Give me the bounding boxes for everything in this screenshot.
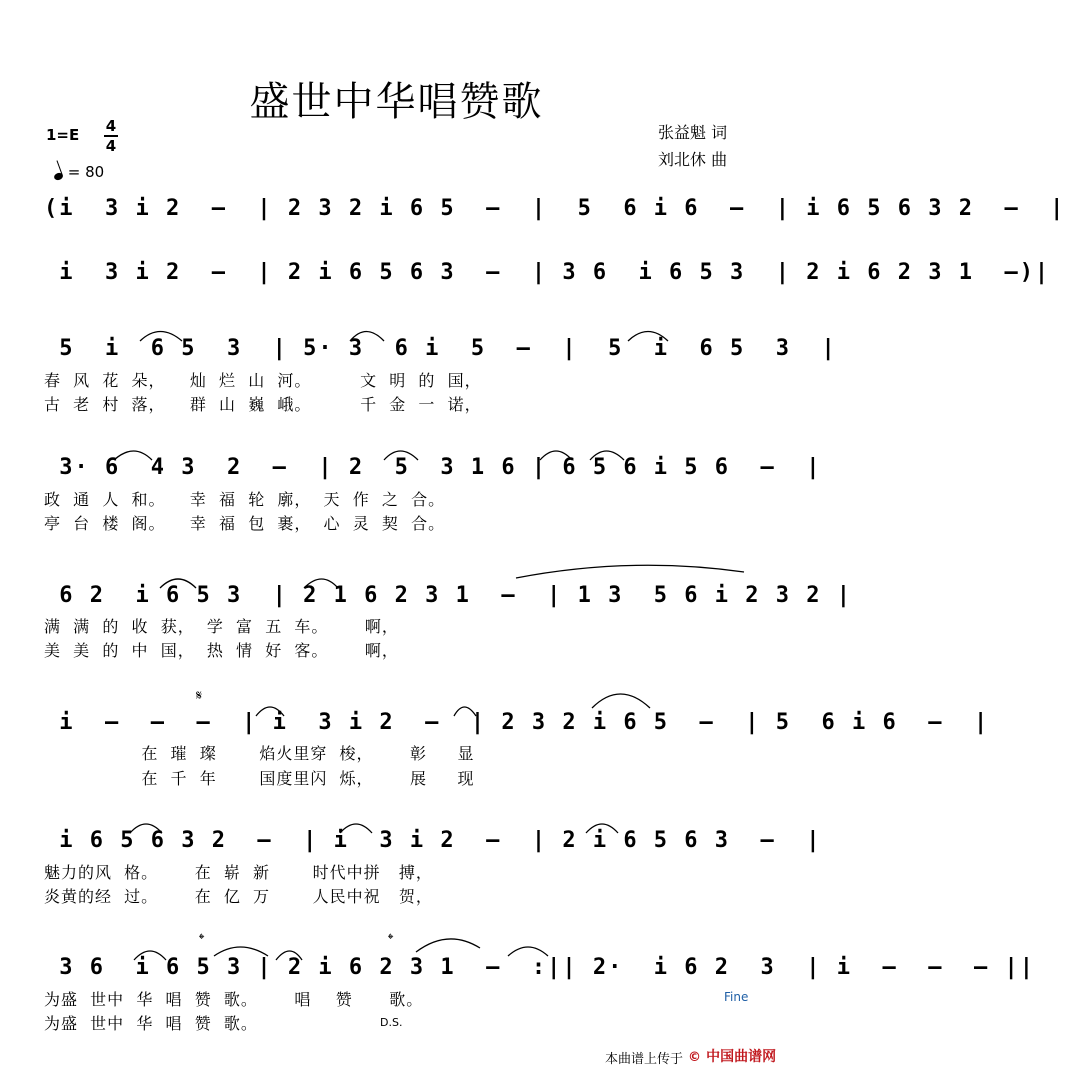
lyric-line-4-verse-1: 政 通 人 和。 幸 福 轮 廓， 天 作 之 合。 (44, 490, 446, 509)
lyric-line-5-verse-2: 美 美 的 中 国， 热 情 好 客。 啊， (44, 641, 399, 660)
slur-line-5-long (516, 565, 744, 578)
slur-line-6-b (454, 707, 476, 716)
lyric-line-8-verse-1: 为盛 世中 华 唱 赞 歌。 唱 赞 歌。 (44, 990, 424, 1009)
lyric-line-3-verse-1: 春 风 花 朵， 灿 烂 山 河。 文 明 的 国， (44, 371, 482, 390)
tempo-value: = 80 (67, 163, 105, 181)
lyric-line-8-verse-2: 为盛 世中 华 唱 赞 歌。 (44, 1014, 258, 1033)
slur-line-6-a (256, 707, 284, 716)
slur-line-6-c (592, 694, 650, 708)
slur-line-8-b (214, 947, 268, 956)
time-signature-bottom: 4 (105, 137, 117, 155)
notation-line-4: 3· 6 4 3 2 – | 2 5 3 1 6 | 6 5 6 i 5 6 – | (44, 455, 822, 480)
footer-brand-name: 中国曲谱网 (706, 1049, 777, 1065)
lyric-line-7-verse-2: 炎黄的经 过。 在 亿 万 人民中祝 贺， (44, 887, 433, 906)
coda-sign-1: 𝄌 (199, 930, 205, 948)
lyric-line-4-verse-2: 亭 台 楼 阁。 幸 福 包 裹， 心 灵 契 合。 (44, 514, 446, 533)
slur-line-4-c (540, 451, 572, 460)
coda-sign-2: 𝄌 (388, 930, 394, 948)
page-title: 盛世中华唱赞歌 (249, 79, 544, 125)
brand-logo-icon: © (688, 1050, 701, 1065)
notation-line-3: 5 i 6 5 3 | 5· 3 6 i 5 – | 5 i 6 5 3 | (44, 336, 837, 361)
lyric-line-7-verse-1: 魅力的风 格。 在 崭 新 时代中拼 搏， (44, 863, 433, 882)
notation-line-7: i 6 5 6 3 2 – | i 3 i 2 – | 2 i 6 5 6 3 – | (44, 828, 822, 853)
notation-line-5: 6 2 i 6 5 3 | 2 1 6 2 3 1 – | 1 3 5 6 i 2 3 2 | (44, 583, 852, 608)
slur-line-4-a (114, 451, 152, 460)
lyric-line-3-verse-2: 古 老 村 落， 群 山 巍 峨。 千 金 一 诺， (44, 395, 482, 414)
lyric-line-6-verse-2: 在 千 年 国度里闪 烁， 展 现 (44, 769, 475, 788)
notation-line-6: i – – – | i 3 i 2 – | 2 3 2 i 6 5 – | 5 6 i 6 – | (44, 710, 990, 735)
slur-line-8-a (134, 951, 166, 960)
slur-line-7-c (586, 824, 618, 833)
fine-marking: Fine (724, 990, 749, 1004)
slur-line-3-b (350, 332, 384, 342)
slur-line-8-c (276, 951, 302, 960)
lyric-line-6-verse-1: 在 璀 璨 焰火里穿 梭， 彰 显 (44, 744, 475, 763)
slur-line-5-b (304, 579, 338, 588)
notation-line-1: (i 3 i 2 – | 2 3 2 i 6 5 – | 5 6 i 6 – | i 6 5 6 3 2 – | (44, 196, 1065, 221)
slur-line-5-a (160, 579, 196, 588)
slur-line-4-d (590, 451, 624, 460)
slur-line-8-d (416, 939, 480, 952)
slur-line-8-e (508, 947, 548, 956)
composer-credit: 刘北休 曲 (658, 150, 728, 169)
slur-line-4-b (384, 451, 418, 460)
lyric-line-5-verse-1: 满 满 的 收 获， 学 富 五 车。 啊， (44, 617, 399, 636)
segno-sign: 𝄋 (196, 688, 203, 704)
slur-line-7-b (340, 824, 372, 833)
key-signature: 1=E (46, 126, 80, 144)
slur-line-3-a (140, 332, 182, 342)
notation-line-2: i 3 i 2 – | 2 i 6 5 6 3 – | 3 6 i 6 5 3 | 2 i 6 2 3 1 –)| (44, 260, 1051, 285)
ds-marking: D.S. (380, 1016, 403, 1029)
slur-line-3-c (628, 332, 668, 342)
footer-brand[interactable] (688, 1046, 776, 1066)
lyricist-credit: 张益魁 词 (658, 123, 728, 142)
footer-upload-text: 本曲谱上传于 (605, 1052, 684, 1067)
slur-line-7-a (130, 824, 162, 833)
time-signature-top: 4 (105, 117, 117, 135)
notation-line-8: 3 6 i 6 5 3 | 2 i 6 2 3 1 – :|| 2· i 6 2 3 | i – – – || (44, 955, 1035, 980)
